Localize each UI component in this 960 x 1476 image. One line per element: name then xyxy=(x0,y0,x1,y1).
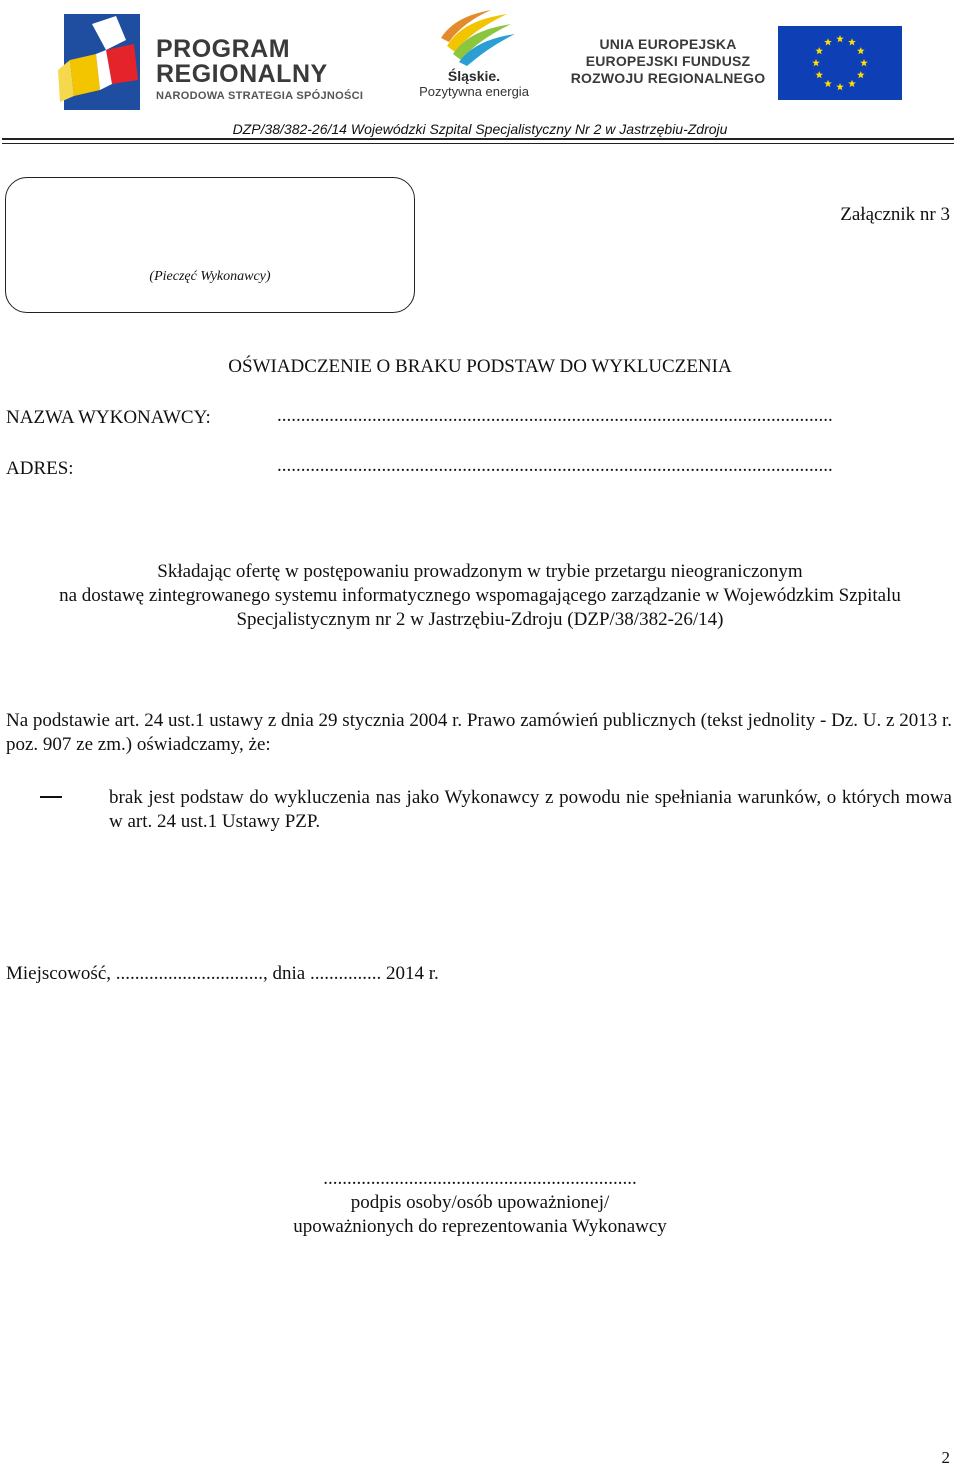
slaskie-logo-line1: Śląskie. xyxy=(447,68,501,84)
slaskie-logo-line2: Pozytywna energia xyxy=(419,84,529,99)
eu-star-icon xyxy=(857,71,865,78)
statement-text: brak jest podstaw do wykluczenia nas jako Wykonawcy z powodu nie spełniania warunków, o których mowa w art. 24 ust.1 Ustawy PZP. xyxy=(109,787,952,832)
eu-star-icon xyxy=(824,38,832,45)
address-field: ..................................................................................................................... xyxy=(277,455,833,476)
eu-logo-line2: EUROPEJSKI FUNDUSZ xyxy=(585,53,751,69)
page-number: 2 xyxy=(941,1448,950,1467)
eu-logo-line3: ROZWOJU REGIONALNEGO xyxy=(570,70,766,86)
bullet-dash xyxy=(40,796,62,798)
header-divider-thin xyxy=(2,143,954,144)
header-divider xyxy=(2,138,954,140)
program-logo-line3: NARODOWA STRATEGIA SPÓJNOŚCI xyxy=(156,90,364,102)
signature-line-1: podpis osoby/osób upoważnionej/ xyxy=(350,1192,610,1213)
address-label: ADRES: xyxy=(6,458,74,479)
eu-star-icon xyxy=(836,35,844,42)
signature-dots: .................................................................. xyxy=(323,1168,637,1189)
eu-star-icon xyxy=(824,80,832,87)
header-reference: DZP/38/382-26/14 Wojewódzki Szpital Specjalistyczny Nr 2 w Jastrzębiu-Zdroju xyxy=(232,121,728,137)
program-logo-line2: REGIONALNY xyxy=(156,60,328,88)
intro-line-3: Specjalistycznym nr 2 w Jastrzębiu-Zdroju (DZP/38/382-26/14) xyxy=(236,609,724,630)
eu-star-icon xyxy=(857,47,865,54)
intro-line-2: na dostawę zintegrowanego systemu informatycznego wspomagającego zarządzanie w Wojewódzkim Szpitalu xyxy=(59,585,901,606)
program-regionalny-emblem-icon xyxy=(56,10,144,114)
legal-basis: Na podstawie art. 24 ust.1 ustawy z dnia 29 stycznia 2004 r. Prawo zamówień publicznych (tekst jednolity - Dz. U. z 2013 r. poz. 907 ze zm.) oświadczamy, że: xyxy=(6,710,952,755)
stamp-label: (Pieczęć Wykonawcy) xyxy=(149,269,271,284)
stamp-box xyxy=(5,177,415,313)
slaskie-waves-icon xyxy=(429,8,519,68)
signature-block xyxy=(200,1167,760,1239)
eu-star-icon xyxy=(848,38,856,45)
intro-line-1: Składając ofertę w postępowaniu prowadzonym w trybie przetargu nieograniczonym xyxy=(157,561,803,582)
contractor-name-label: NAZWA WYKONAWCY: xyxy=(6,407,211,428)
program-logo-line1: PROGRAM xyxy=(156,35,291,63)
attachment-number: Załącznik nr 3 xyxy=(840,204,950,225)
program-regionalny-logo xyxy=(54,10,384,115)
eu-flag-icon xyxy=(778,26,902,100)
eu-star-icon xyxy=(815,47,823,54)
eu-star-icon xyxy=(848,80,856,87)
slaskie-logo xyxy=(404,8,544,108)
contractor-name-field: ..................................................................................................................... xyxy=(277,405,833,426)
eu-fund-logo-text xyxy=(560,36,776,87)
place-date-line: Miejscowość, ..............................., dnia ............... 2014 r. xyxy=(6,963,439,984)
eu-star-icon xyxy=(860,59,868,66)
document-title: OŚWIADCZENIE O BRAKU PODSTAW DO WYKLUCZENIA xyxy=(228,356,732,377)
eu-logo-line1: UNIA EUROPEJSKA xyxy=(599,36,737,52)
intro-paragraph xyxy=(0,560,960,632)
eu-star-icon xyxy=(812,59,820,66)
eu-star-icon xyxy=(815,71,823,78)
signature-line-2: upoważnionych do reprezentowania Wykonawcy xyxy=(293,1216,667,1237)
eu-star-icon xyxy=(836,83,844,90)
